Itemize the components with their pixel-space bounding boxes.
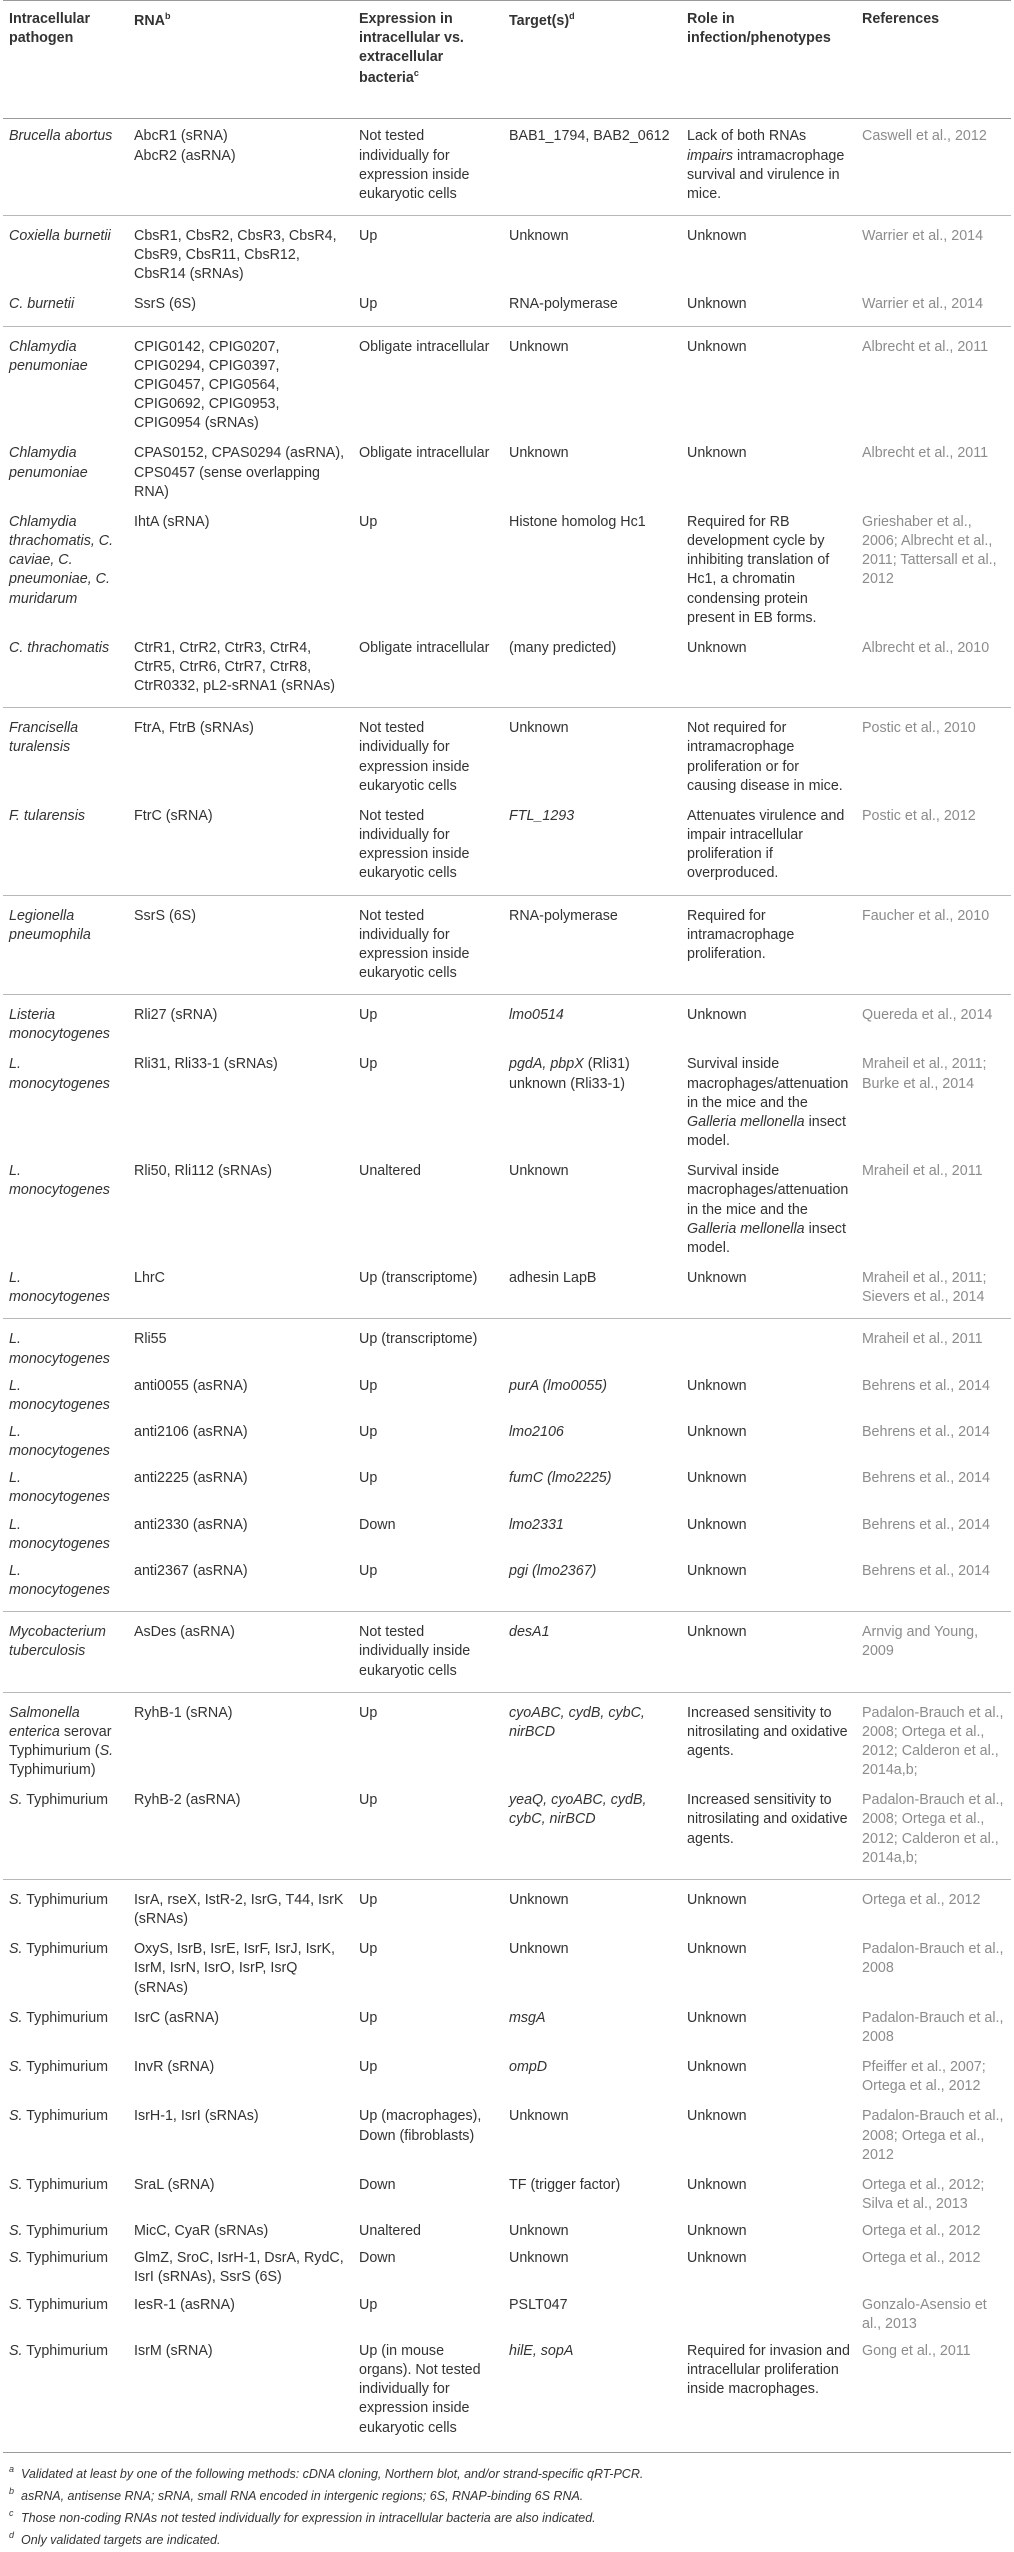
footnote — [9, 2485, 1006, 2507]
cell-rna — [128, 1612, 353, 1692]
rna-line: IesR-1 (asRNA) — [134, 2296, 235, 2313]
cell-references: Padalon-Brauch et al., 2008; Ortega et al., 2012; Calderon et al., 2014a,b; — [856, 1692, 1011, 1780]
cell-pathogen: L. monocytogenes — [3, 1319, 128, 1369]
table-row — [3, 2096, 1011, 2164]
cell-role: Unknown — [681, 1879, 856, 1929]
table-row — [3, 1554, 1011, 1612]
cell-pathogen: S. Typhimurium — [9, 2250, 109, 2267]
cell-pathogen: L. monocytogenes — [9, 1470, 110, 1506]
cell-rna — [128, 502, 353, 628]
rna-line: OxyS, IsrB, IsrE, IsrF, IsrJ, IsrK, IsrM, IsrN, IsrO, IsrP, IsrQ (sRNAs) — [134, 1941, 335, 1996]
rna-line: IsrA, rseX, IstR-2, IsrG, T44, IsrK (sRNAs) — [134, 1891, 344, 1928]
footnote-mark: b — [9, 2485, 15, 2496]
cell-references: Grieshaber et al., 2006; Albrecht et al., 2011; Tattersall et al., 2012 — [862, 513, 997, 588]
cell-references: Mraheil et al., 2011; Burke et al., 2014 — [862, 1056, 987, 1092]
cell-references: Ortega et al., 2012 — [856, 1879, 1011, 1929]
cell-pathogen: Mycobacterium tuberculosis — [3, 1612, 128, 1692]
footnote-text: Validated at least by one of the following methods: cDNA cloning, Northern blot, and/or strand-specific qRT-PCR. — [21, 2466, 644, 2481]
cell-pathogen: L. monocytogenes — [9, 1163, 110, 1199]
table-row — [3, 1692, 1011, 1780]
cell-pathogen: L. monocytogenes — [9, 1516, 110, 1552]
cell-role: Unknown — [681, 216, 856, 285]
rna-line: RyhB-1 (sRNA) — [134, 1704, 233, 1721]
rna-line: FtrC (sRNA) — [134, 807, 213, 824]
cell-pathogen: S. Typhimurium — [9, 1941, 109, 1958]
cell-targets: PSLT047 — [509, 2296, 568, 2313]
cell-rna — [128, 1258, 353, 1319]
cell-expression: Unaltered — [359, 1163, 421, 1180]
header-references: References — [856, 1, 1011, 119]
cell-role: Unknown — [687, 1270, 747, 1287]
table-row — [3, 1508, 1011, 1554]
rna-line: LhrC — [134, 1270, 165, 1287]
cell-references: Behrens et al., 2014 — [862, 1470, 990, 1487]
cell-references: Ortega et al., 2012; Silva et al., 2013 — [862, 2176, 985, 2212]
cell-expression: Up — [359, 1792, 378, 1809]
cell-references: Faucher et al., 2010 — [856, 895, 1011, 995]
rna-line: AbcR1 (sRNA) — [134, 128, 228, 145]
rna-line: anti0055 (asRNA) — [134, 1377, 248, 1394]
table-row — [3, 326, 1011, 433]
header-rna: RNA$^b$ — [128, 1, 353, 119]
cell-pathogen: Chlamydia thrachomatis, C. caviae, C. pneumoniae, C. muridarum — [9, 513, 114, 607]
cell-pathogen: C. burnetii — [9, 296, 75, 313]
table-row — [3, 2165, 1011, 2214]
cell-targets: TF (trigger factor) — [509, 2176, 621, 2193]
cell-expression: Up — [359, 1562, 378, 1579]
cell-rna — [128, 708, 353, 796]
cell-role: Unknown — [687, 1470, 747, 1487]
table-row — [3, 628, 1011, 708]
cell-role — [681, 2288, 856, 2334]
cell-rna — [128, 326, 353, 433]
cell-expression: Up — [353, 1692, 503, 1780]
cell-references: Warrier et al., 2014 — [862, 296, 984, 313]
cell-expression: Not tested individually for expression inside eukaryotic cells — [359, 807, 470, 882]
header-role: Role in infection/phenotypes — [681, 1, 856, 119]
table-row — [3, 502, 1011, 628]
cell-expression: Up (transcriptome) — [353, 1319, 503, 1369]
cell-references: Padalon-Brauch et al., 2008 — [862, 2009, 1004, 2045]
cell-targets: pgi (lmo2367) — [509, 1562, 597, 1579]
table-row — [3, 284, 1011, 326]
cell-pathogen: Listeria monocytogenes — [3, 995, 128, 1045]
table-row — [3, 1258, 1011, 1319]
cell-expression: Down — [359, 1516, 396, 1533]
table-row — [3, 1415, 1011, 1461]
cell-pathogen: L. monocytogenes — [9, 1377, 110, 1413]
table-row — [3, 895, 1011, 995]
cell-rna — [128, 433, 353, 501]
table-row — [3, 708, 1011, 796]
cell-role: Unknown — [687, 2108, 747, 2125]
rna-line: AbcR2 (asRNA) — [134, 147, 236, 164]
cell-references: Padalon-Brauch et al., 2008; Ortega et al., 2012; Calderon et al., 2014a,b; — [862, 1792, 1004, 1866]
header-targets-sup: d — [569, 11, 575, 21]
cell-role: Unknown — [687, 2059, 747, 2076]
cell-pathogen: Brucella abortus — [9, 128, 113, 145]
cell-expression: Not tested individually for expression inside eukaryotic cells — [359, 128, 470, 202]
cell-rna — [128, 1998, 353, 2047]
cell-expression: Up (macrophages), Down (fibroblasts) — [359, 2108, 482, 2144]
cell-targets: ompD — [509, 2059, 548, 2076]
cell-expression: Up — [359, 1470, 378, 1487]
cell-targets: lmo0514 — [503, 995, 681, 1045]
cell-rna — [128, 2288, 353, 2334]
cell-role: Not required for intramacrophage proliferation or for causing disease in mice. — [681, 708, 856, 796]
cell-references: Mraheil et al., 2011 — [856, 1319, 1011, 1369]
cell-rna — [128, 2214, 353, 2241]
rna-line: IsrC (asRNA) — [134, 2009, 219, 2026]
cell-references: Postic et al., 2010 — [856, 708, 1011, 796]
cell-pathogen: L. monocytogenes — [9, 1562, 110, 1599]
rna-line: SraL (sRNA) — [134, 2176, 215, 2193]
rna-line: Rli31, Rli33-1 (sRNAs) — [134, 1056, 278, 1073]
cell-expression: Up — [359, 1941, 378, 1958]
cell-expression: Down — [359, 2176, 396, 2193]
table-row — [3, 2214, 1011, 2241]
cell-expression: Up — [359, 1423, 378, 1440]
cell-targets: purA (lmo0055) — [509, 1377, 608, 1394]
cell-role: Unknown — [687, 1562, 747, 1579]
cell-targets: (many predicted) — [509, 639, 617, 656]
cell-pathogen: Francisella turalensis — [3, 708, 128, 796]
rna-line: Rli55 — [134, 1331, 167, 1348]
cell-pathogen: L. monocytogenes — [9, 1270, 110, 1306]
table-row — [3, 796, 1011, 895]
cell-expression: Up (in mouse organs). Not tested individually for expression inside eukaryotic cells — [353, 2334, 503, 2452]
table-row — [3, 1780, 1011, 1879]
rna-line: IsrH-1, IsrI (sRNAs) — [134, 2108, 259, 2125]
table-row — [3, 1151, 1011, 1258]
cell-expression: Down — [359, 2250, 396, 2267]
cell-references: Behrens et al., 2014 — [862, 1377, 990, 1394]
cell-expression: Up — [353, 995, 503, 1045]
cell-pathogen: C. thrachomatis — [9, 639, 110, 656]
cell-references: Behrens et al., 2014 — [862, 1516, 990, 1533]
cell-targets: Histone homolog Hc1 — [509, 513, 646, 530]
cell-rna — [128, 1508, 353, 1554]
rna-line: anti2106 (asRNA) — [134, 1423, 248, 1440]
rna-line: Rli27 (sRNA) — [134, 1007, 218, 1024]
cell-pathogen: S. Typhimurium — [9, 2009, 109, 2026]
cell-targets: yeaQ, cyoABC, cydB, cybC, nirBCD — [509, 1792, 647, 1828]
footnote — [9, 2529, 1006, 2551]
footnote-mark: d — [9, 2530, 15, 2541]
footnote-mark: a — [9, 2463, 15, 2474]
cell-rna — [128, 119, 353, 216]
cell-references: Gong et al., 2011 — [856, 2334, 1011, 2452]
table-row — [3, 2288, 1011, 2334]
footnote-text: Those non-coding RNAs not tested individually for expression in intracellular bacteria are also indicated. — [21, 2511, 596, 2526]
cell-rna — [128, 1554, 353, 1612]
cell-role: Unknown — [687, 1516, 747, 1533]
cell-expression: Up — [359, 2296, 378, 2313]
cell-pathogen: S. Typhimurium — [9, 2176, 109, 2193]
table-row — [3, 1879, 1011, 1929]
cell-targets: msgA — [509, 2009, 546, 2026]
cell-role: Increased sensitivity to nitrosilating and oxidative agents. — [687, 1792, 848, 1847]
cell-rna — [128, 1369, 353, 1415]
cell-references: Albrecht et al., 2011 — [856, 326, 1011, 433]
cell-role: Unknown — [687, 2176, 747, 2193]
cell-references: Gonzalo-Asensio et al., 2013 — [862, 2296, 987, 2332]
cell-pathogen: Chlamydia penumoniae — [9, 445, 88, 481]
table-row — [3, 995, 1011, 1045]
footnote-text: Only validated targets are indicated. — [21, 2533, 221, 2548]
rna-line: Rli50, Rli112 (sRNAs) — [134, 1163, 272, 1180]
cell-references: Behrens et al., 2014 — [862, 1423, 990, 1440]
cell-pathogen: S. Typhimurium — [9, 2223, 109, 2240]
rna-line: RyhB-2 (asRNA) — [134, 1792, 241, 1809]
cell-targets: Unknown — [503, 326, 681, 433]
rna-line: IhtA (sRNA) — [134, 513, 210, 530]
rna-line: AsDes (asRNA) — [134, 1624, 235, 1641]
cell-rna — [128, 1461, 353, 1507]
header-rna-sup: b — [164, 11, 171, 21]
rna-line: anti2225 (asRNA) — [134, 1470, 248, 1487]
cell-expression: Not tested individually for expression inside eukaryotic cells — [353, 895, 503, 995]
cell-targets: Unknown — [509, 2223, 569, 2240]
cell-references: Pfeiffer et al., 2007; Ortega et al., 2012 — [862, 2059, 986, 2095]
cell-pathogen: S. Typhimurium — [9, 1792, 109, 1809]
cell-role: Unknown — [687, 639, 747, 656]
cell-targets: lmo2331 — [509, 1516, 564, 1533]
rna-line: FtrA, FtrB (sRNAs) — [134, 720, 254, 737]
table-row — [3, 1319, 1011, 1369]
cell-expression: Up — [359, 513, 378, 530]
rna-line: CPIG0142, CPIG0207, CPIG0294, CPIG0397, CPIG0457, CPIG0564, CPIG0692, CPIG0953, CPIG0954 (sRNAs) — [134, 338, 280, 432]
header-expression-sup: c — [413, 68, 419, 79]
cell-rna — [128, 1319, 353, 1369]
cell-targets: Unknown — [503, 708, 681, 796]
cell-pathogen: S. Typhimurium — [9, 2108, 109, 2125]
rna-line: SsrS (6S) — [134, 296, 196, 313]
cell-role: Unknown — [687, 445, 747, 462]
cell-targets: Unknown — [509, 1163, 569, 1180]
footnote — [9, 2463, 1006, 2485]
footnotes — [3, 2453, 1012, 2552]
cell-references: Arnvig and Young, 2009 — [856, 1612, 1011, 1692]
cell-role: Required for intramacrophage proliferation. — [681, 895, 856, 995]
cell-pathogen: L. monocytogenes — [9, 1423, 110, 1460]
cell-expression: Up — [359, 2059, 378, 2076]
cell-pathogen: Legionella pneumophila — [3, 895, 128, 995]
cell-targets: BAB1_1794, BAB2_0612 — [509, 128, 670, 145]
table-row — [3, 1461, 1011, 1507]
cell-pathogen: S. Typhimurium — [9, 2296, 109, 2313]
cell-pathogen: L. monocytogenes — [9, 1056, 110, 1092]
cell-rna — [128, 2165, 353, 2214]
cell-references: Postic et al., 2012 — [862, 807, 976, 824]
footnote — [9, 2507, 1006, 2529]
table-row — [3, 216, 1011, 285]
cell-role: Required for invasion and intracellular proliferation inside macrophages. — [681, 2334, 856, 2452]
header-expression: Expression in intracellular vs. extracellular bacteria$^c$ — [353, 1, 503, 119]
cell-role: Unknown — [687, 1423, 747, 1440]
table-row — [3, 2241, 1011, 2287]
cell-role: Unknown — [687, 2223, 747, 2240]
cell-role: Unknown — [687, 2250, 747, 2267]
cell-references: Padalon-Brauch et al., 2008 — [862, 1941, 1004, 1977]
cell-role: Unknown — [687, 296, 747, 313]
cell-expression: Up (transcriptome) — [359, 1270, 478, 1287]
cell-rna — [128, 1415, 353, 1461]
cell-role: Unknown — [681, 1612, 856, 1692]
cell-pathogen: Coxiella burnetii — [3, 216, 128, 285]
table-row — [3, 2334, 1011, 2452]
cell-role: Survival inside macrophages/attenuation in the mice and the Galleria mellonella insect model. — [687, 1163, 849, 1256]
cell-targets: RNA-polymerase — [509, 296, 618, 313]
rna-line: InvR (sRNA) — [134, 2059, 215, 2076]
cell-rna — [128, 1929, 353, 1997]
cell-role: Required for RB development cycle by inhibiting translation of Hc1, a chromatin condensing protein present in EB forms. — [687, 513, 830, 626]
cell-rna — [128, 895, 353, 995]
cell-rna — [128, 1044, 353, 1151]
cell-targets: FTL_1293 — [509, 807, 575, 824]
cell-rna — [128, 2047, 353, 2096]
cell-expression: Not tested individually inside eukaryotic cells — [353, 1612, 503, 1692]
cell-references: Albrecht et al., 2010 — [862, 639, 990, 656]
cell-references: Ortega et al., 2012 — [862, 2250, 981, 2267]
table-row — [3, 1612, 1011, 1692]
cell-rna — [128, 2241, 353, 2287]
cell-rna — [128, 1151, 353, 1258]
cell-role: Survival inside macrophages/attenuation in the mice and the Galleria mellonella insect model. — [687, 1056, 849, 1150]
cell-targets: cyoABC, cydB, cybC, nirBCD — [503, 1692, 681, 1780]
cell-pathogen: Chlamydia penumoniae — [3, 326, 128, 433]
table-row — [3, 1044, 1011, 1151]
cell-role: Unknown — [681, 995, 856, 1045]
rna-line: MicC, CyaR (sRNAs) — [134, 2223, 269, 2240]
cell-targets: lmo2106 — [509, 1423, 564, 1440]
table-row — [3, 433, 1011, 501]
rna-line: GlmZ, SroC, IsrH-1, DsrA, RydC, IsrI (sRNAs), SsrS (6S) — [134, 2250, 344, 2286]
cell-role — [681, 1319, 856, 1369]
cell-expression: Up — [359, 296, 378, 313]
cell-rna — [128, 1879, 353, 1929]
table-row — [3, 1929, 1011, 1997]
cell-role: Unknown — [681, 326, 856, 433]
rna-line: SsrS (6S) — [134, 907, 196, 924]
srna-table — [3, 0, 1011, 2453]
rna-line: CPAS0152, CPAS0294 (asRNA), CPS0457 (sense overlapping RNA) — [134, 445, 345, 500]
cell-rna — [128, 216, 353, 285]
cell-expression: Up — [359, 1056, 378, 1073]
cell-targets: fumC (lmo2225) — [509, 1470, 612, 1487]
cell-expression: Not tested individually for expression inside eukaryotic cells — [353, 708, 503, 796]
cell-references: Albrecht et al., 2011 — [862, 445, 989, 462]
cell-pathogen: F. tularensis — [9, 807, 86, 824]
cell-targets — [503, 1319, 681, 1369]
cell-role: Increased sensitivity to nitrosilating and oxidative agents. — [681, 1692, 856, 1780]
cell-expression: Up — [359, 1377, 378, 1394]
cell-references: Caswell et al., 2012 — [862, 128, 987, 145]
cell-targets: desA1 — [503, 1612, 681, 1692]
cell-references: Quereda et al., 2014 — [856, 995, 1011, 1045]
cell-rna — [128, 1780, 353, 1879]
cell-expression: Obligate intracellular — [353, 326, 503, 433]
cell-targets: Unknown — [509, 2250, 569, 2267]
rna-line: anti2367 (asRNA) — [134, 1562, 248, 1579]
table-header — [3, 1, 1011, 119]
cell-targets: Unknown — [509, 445, 569, 462]
cell-references: Mraheil et al., 2011 — [862, 1163, 983, 1180]
cell-targets: adhesin LapB — [509, 1270, 597, 1287]
header-targets: $Target(s)^d$ — [503, 1, 681, 119]
table-row — [3, 119, 1011, 216]
cell-rna — [128, 628, 353, 708]
cell-rna — [128, 2096, 353, 2164]
rna-line: CbsR1, CbsR2, CbsR3, CbsR4, CbsR9, CbsR11, CbsR12, CbsR14 (sRNAs) — [134, 228, 337, 283]
cell-rna — [128, 796, 353, 895]
rna-line: anti2330 (asRNA) — [134, 1516, 248, 1533]
cell-expression: Up — [359, 2009, 378, 2026]
cell-role: Attenuates virulence and impair intracellular proliferation if overproduced. — [687, 807, 845, 882]
cell-rna — [128, 2334, 353, 2452]
rna-line: CtrR1, CtrR2, CtrR3, CtrR4, CtrR5, CtrR6, CtrR7, CtrR8, CtrR0332, pL2-sRNA1 (sRNAs) — [134, 639, 336, 695]
cell-expression: Up — [353, 216, 503, 285]
cell-targets: Unknown — [509, 2108, 569, 2125]
cell-targets: Unknown — [503, 216, 681, 285]
table-row — [3, 1998, 1011, 2047]
footnote-text: asRNA, antisense RNA; sRNA, small RNA encoded in intergenic regions; 6S, RNAP-binding 6S RNA. — [21, 2488, 584, 2503]
cell-role: Unknown — [687, 2009, 747, 2026]
cell-rna — [128, 995, 353, 1045]
cell-role: Unknown — [687, 1377, 747, 1394]
table-body — [3, 119, 1011, 2452]
cell-rna — [128, 1692, 353, 1780]
cell-role: Unknown — [687, 1941, 747, 1958]
footnote-mark: c — [9, 2508, 14, 2519]
cell-role: Lack of both RNAs impairs intramacrophage survival and virulence in mice. — [687, 128, 845, 202]
cell-expression: Unaltered — [359, 2223, 421, 2240]
cell-pathogen: S. Typhimurium — [9, 2059, 109, 2076]
cell-targets: Unknown — [509, 1941, 569, 1958]
cell-expression: Obligate intracellular — [359, 445, 490, 462]
cell-pathogen: Salmonella enterica serovar Typhimurium (S. Typhimurium) — [3, 1692, 128, 1780]
cell-expression: Obligate intracellular — [359, 639, 490, 656]
cell-targets: hilE, sopA — [503, 2334, 681, 2452]
rna-line: IsrM (sRNA) — [134, 2342, 213, 2359]
cell-targets: Unknown — [503, 1879, 681, 1929]
table-row — [3, 2047, 1011, 2096]
cell-expression: Up — [353, 1879, 503, 1929]
cell-pathogen: S. Typhimurium — [3, 2334, 128, 2452]
cell-targets: RNA-polymerase — [503, 895, 681, 995]
header-pathogen: Intracellular pathogen — [3, 1, 128, 119]
cell-references: Warrier et al., 2014 — [856, 216, 1011, 285]
cell-references: Behrens et al., 2014 — [862, 1562, 990, 1579]
cell-references: Padalon-Brauch et al., 2008; Ortega et al., 2012 — [862, 2108, 1004, 2163]
cell-rna — [128, 284, 353, 326]
cell-references: Mraheil et al., 2011; Sievers et al., 2014 — [862, 1270, 987, 1306]
table-row — [3, 1369, 1011, 1415]
cell-references: Ortega et al., 2012 — [862, 2223, 981, 2240]
cell-targets: pgdA, pbpX (Rli31) unknown (Rli33-1) — [509, 1056, 630, 1092]
cell-pathogen: S. Typhimurium — [3, 1879, 128, 1929]
